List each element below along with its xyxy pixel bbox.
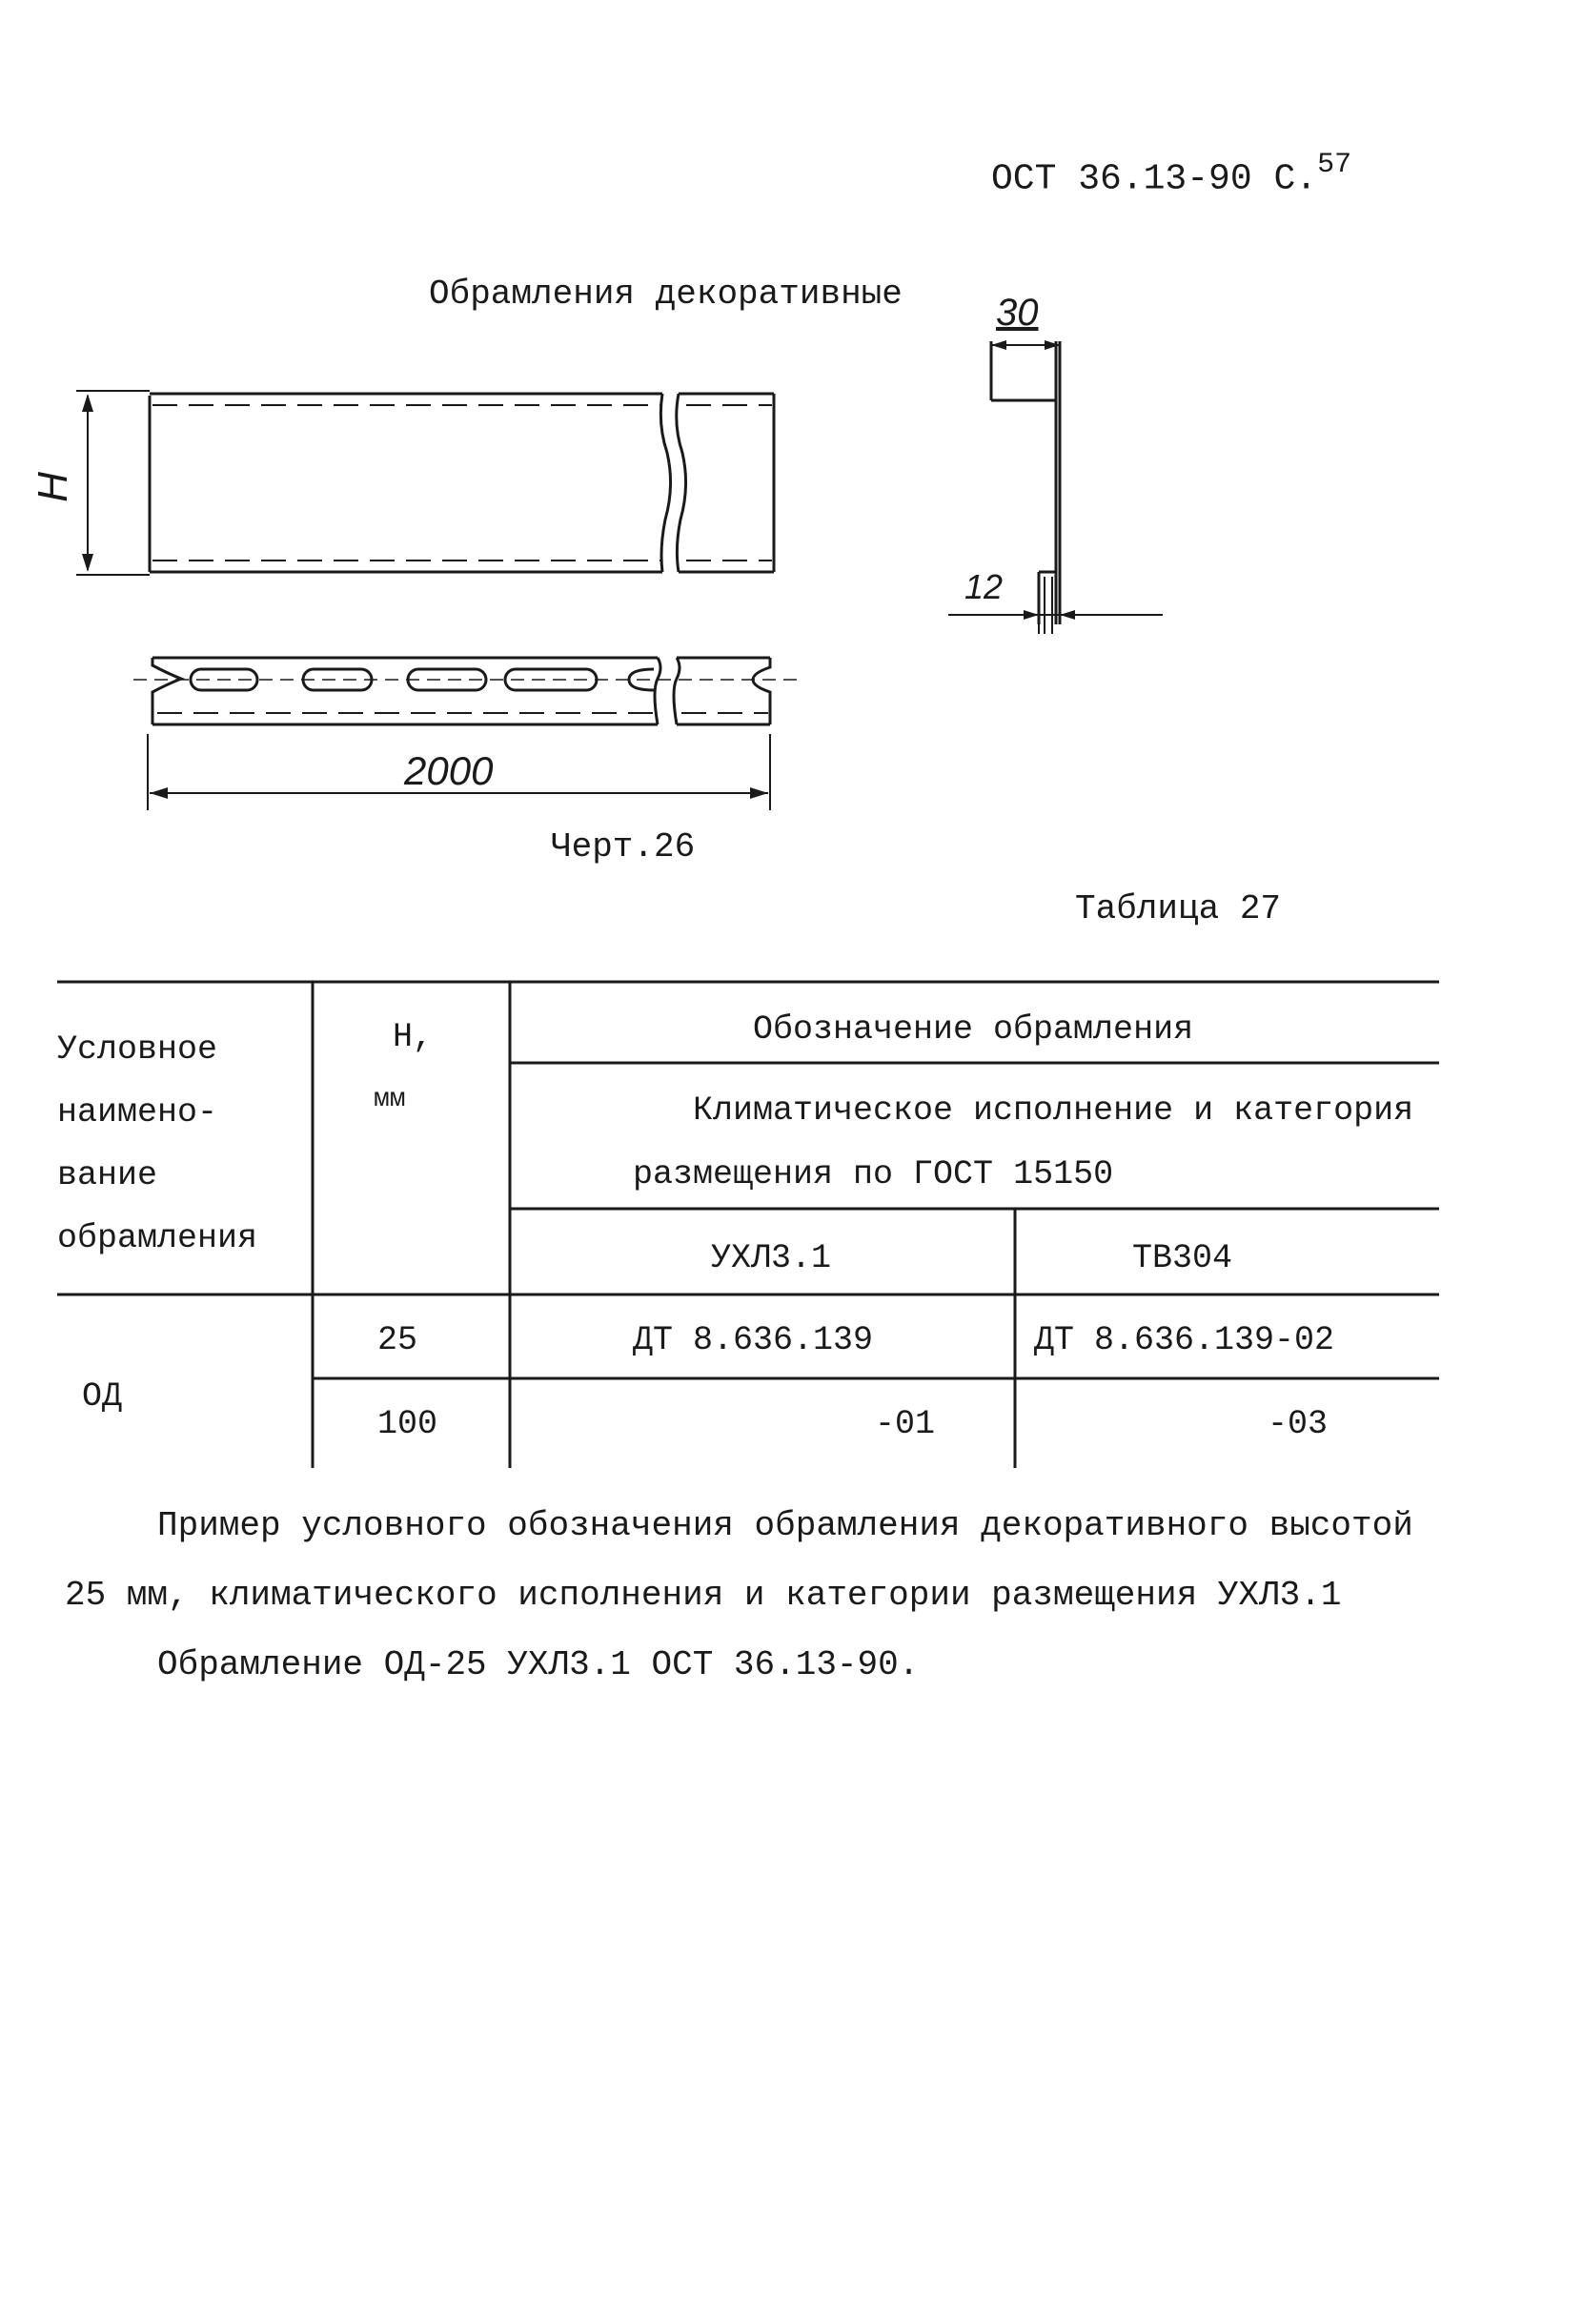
row2-tv: -03	[1268, 1405, 1329, 1443]
doc-code: ОСТ 36.13-90 С.	[991, 158, 1318, 200]
header-col-h: Н,	[393, 1018, 434, 1056]
figure-title: Обрамления декоративные	[429, 275, 903, 314]
example-line-3: Обрамление ОД-25 УХЛ3.1 ОСТ 36.13-90.	[157, 1645, 920, 1684]
header-subgroup-line2: размещения по ГОСТ 15150	[633, 1155, 1114, 1193]
figure-caption: Черт.26	[551, 827, 696, 866]
row2-h: 100	[377, 1405, 438, 1443]
height-dimension-label: H	[29, 472, 76, 502]
page-number: 57	[1317, 149, 1352, 181]
row-name: ОД	[82, 1377, 123, 1416]
header-col-tv: ТВ304	[1132, 1239, 1233, 1277]
row2-uhl: -01	[875, 1405, 936, 1443]
table-label: Таблица 27	[1075, 889, 1282, 928]
header-group-title: Обозначение обрамления	[753, 1010, 1194, 1049]
row1-h: 25	[377, 1321, 418, 1359]
flange-width-label: 30	[996, 292, 1039, 334]
header-col-h-unit: мм	[374, 1085, 406, 1114]
header-col-uhl: УХЛ3.1	[711, 1239, 832, 1277]
example-line-1: Пример условного обозначения обрамления декоративного высотой	[157, 1506, 1413, 1545]
row1-tv: ДТ 8.636.139-02	[1034, 1321, 1335, 1359]
header-subgroup-line1: Климатическое исполнение и категория	[693, 1091, 1414, 1130]
length-dimension-label: 2000	[404, 748, 494, 793]
header-col-name: Условное наимено- вание обрамления	[57, 1030, 258, 1257]
thickness-label: 12	[964, 567, 1004, 606]
row1-uhl: ДТ 8.636.139	[633, 1321, 874, 1359]
example-line-2: 25 мм, климатического исполнения и категории размещения УХЛ3.1	[65, 1576, 1342, 1615]
